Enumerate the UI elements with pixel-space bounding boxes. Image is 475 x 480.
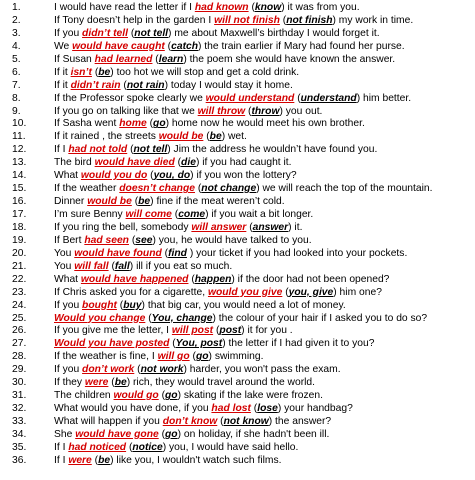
answer-text: would have gone: [75, 428, 159, 440]
line-number: 8.: [12, 92, 21, 104]
verb-hint: you, give: [288, 286, 334, 298]
exercise-line: [0, 80, 475, 93]
answer-text: home: [119, 118, 147, 130]
sentence-text: (: [128, 234, 136, 246]
sentence-text: If you: [54, 27, 83, 39]
line-number: 25.: [12, 312, 27, 324]
sentence-text: ) the answer?: [268, 416, 332, 427]
verb-hint: be: [98, 454, 111, 466]
sentence-text: (: [203, 131, 210, 143]
answer-text: had not told: [68, 144, 128, 156]
exercise-line: [0, 131, 475, 144]
exercise-line: [0, 28, 475, 41]
answer-text: would be: [87, 196, 132, 208]
answer-text: would go: [113, 390, 159, 402]
verb-hint: fall: [114, 260, 130, 272]
sentence-text: (: [146, 118, 154, 130]
verb-hint: not tell: [133, 144, 168, 156]
sentence-text: What would you have done, if you: [54, 403, 212, 415]
answer-text: Would you have posted: [54, 338, 170, 350]
sentence-text: ) harder, you won't pass the exam.: [183, 364, 341, 376]
sentence-text: (: [217, 416, 224, 427]
exercise-line: [0, 455, 475, 468]
verb-hint: come: [178, 209, 206, 220]
answer-text: bought: [82, 299, 117, 311]
sentence-text: (: [174, 157, 182, 169]
sentence-text: (: [126, 441, 133, 453]
sentence-text: If Susan: [54, 53, 95, 65]
sentence-text: If Tony doesn’t help in the garden I: [54, 14, 215, 26]
exercise-line: [0, 222, 475, 235]
exercise-line: [0, 287, 475, 300]
sentence-text: (: [108, 260, 115, 272]
exercise-line: [0, 325, 475, 338]
sentence-text: She: [54, 428, 76, 440]
sentence-text: ) my work in time.: [332, 14, 414, 26]
answer-text: will not finish: [214, 14, 280, 26]
line-number: 36.: [12, 454, 27, 466]
sentence-text: What: [54, 273, 81, 285]
verb-hint: not rain: [126, 79, 165, 91]
sentence-text: (: [127, 144, 134, 156]
verb-hint: be: [138, 196, 151, 208]
sentence-text: The children: [54, 390, 114, 402]
answer-text: had seen: [84, 234, 129, 246]
line-number: 5.: [12, 53, 21, 65]
sentence-text: (: [91, 66, 99, 78]
sentence-text: I would have read the letter if I: [54, 2, 195, 13]
exercise-line: [0, 351, 475, 364]
verb-hint: go: [165, 390, 178, 402]
answer-text: had learned: [94, 53, 153, 65]
sentence-text: If you ring the bell, somebody: [54, 221, 192, 233]
line-number: 23.: [12, 286, 27, 298]
sentence-text: ) it.: [288, 221, 303, 233]
sentence-text: ) me about Maxwell’s birthday I would forget it.: [168, 27, 380, 39]
sentence-text: (: [131, 196, 139, 208]
exercise-line: [0, 209, 475, 222]
exercise-line: [0, 429, 475, 442]
sentence-text: ) skating if the lake were frozen.: [177, 390, 323, 402]
line-number: 19.: [12, 234, 27, 246]
sentence-text: ) like you, I wouldn't watch such films.: [110, 454, 282, 466]
sentence-text: If Sasha went: [54, 118, 120, 130]
sentence-text: ) the poem she would have known the answer.: [183, 53, 396, 65]
sentence-text: ) if you wait a bit longer.: [205, 209, 314, 220]
verb-hint: be: [209, 131, 222, 143]
answer-text: would you do: [80, 170, 148, 182]
exercise-line: [0, 364, 475, 377]
sentence-text: If it: [54, 66, 71, 78]
sentence-text: If Bert: [54, 234, 85, 246]
sentence-text: If I: [54, 454, 69, 466]
sentence-text: (: [134, 364, 141, 376]
verb-hint: You, post: [175, 338, 223, 350]
sentence-text: ) your ticket if you had looked into your pockets.: [186, 247, 408, 259]
verb-hint: learn: [158, 53, 184, 65]
sentence-text: (: [294, 92, 301, 104]
verb-hint: go: [153, 118, 166, 130]
line-number: 32.: [12, 403, 27, 415]
exercise-line: [0, 390, 475, 403]
answer-text: would have happened: [80, 273, 189, 285]
line-number: 24.: [12, 299, 27, 311]
verb-hint: not change: [201, 183, 257, 195]
exercise-line: [0, 157, 475, 170]
verb-hint: see: [135, 234, 153, 246]
sentence-text: ) him better.: [356, 92, 412, 104]
sentence-text: I’m sure Benny: [54, 209, 126, 220]
sentence-text: If they: [54, 377, 85, 389]
verb-hint: notice: [132, 441, 163, 453]
sentence-text: ) swimming.: [208, 351, 264, 363]
sentence-text: ) on holiday, if she hadn't been ill.: [177, 428, 330, 440]
verb-hint: go: [195, 351, 209, 363]
line-number: 17.: [12, 209, 27, 220]
exercise-line: [0, 235, 475, 248]
sentence-text: If it rained , the streets: [54, 131, 159, 143]
answer-text: didn’t tell: [82, 27, 128, 39]
line-number: 35.: [12, 441, 27, 453]
answer-text: don’t work: [82, 364, 135, 376]
verb-hint: understand: [300, 92, 357, 104]
line-number: 34.: [12, 428, 27, 440]
line-number: 27.: [12, 338, 27, 350]
line-number: 1.: [12, 2, 21, 13]
exercise-line: [0, 170, 475, 183]
exercise-line: [0, 15, 475, 28]
answer-text: would you give: [207, 286, 283, 298]
line-number: 21.: [12, 260, 27, 272]
line-number: 12.: [12, 144, 27, 156]
exercise-line: [0, 196, 475, 209]
sentence-text: The bird: [54, 157, 95, 169]
answer-text: will post: [171, 325, 214, 337]
sentence-text: ) you out.: [279, 105, 323, 117]
answer-text: had known: [194, 2, 249, 13]
exercise-line: [0, 183, 475, 196]
sentence-text: (: [246, 221, 253, 233]
verb-hint: be: [98, 66, 111, 78]
sentence-text: ) it for you .: [241, 325, 293, 337]
sentence-text: (: [158, 390, 166, 402]
sentence-text: If the weather: [54, 183, 120, 195]
verb-hint: happen: [194, 273, 232, 285]
answer-text: had noticed: [68, 441, 127, 453]
answer-text: would have found: [74, 247, 162, 259]
verb-hint: not know: [223, 416, 269, 427]
exercise-line: [0, 2, 475, 15]
exercise-line: [0, 93, 475, 106]
line-number: 28.: [12, 351, 27, 363]
sentence-text: (: [108, 377, 115, 389]
line-number: 10.: [12, 118, 27, 130]
sentence-text: (: [250, 403, 258, 415]
answer-text: were: [68, 454, 92, 466]
line-number: 3.: [12, 27, 21, 39]
answer-text: were: [84, 377, 109, 389]
sentence-text: ) the train earlier if Mary had found her purse.: [198, 40, 405, 52]
exercise-line: [0, 274, 475, 287]
verb-hint: post: [219, 325, 242, 337]
sentence-text: ) fine if the meat weren’t cold.: [150, 196, 285, 208]
answer-text: would understand: [205, 92, 295, 104]
sentence-text: (: [152, 53, 159, 65]
exercise-line: [0, 300, 475, 313]
line-number: 22.: [12, 273, 27, 285]
sentence-text: (: [188, 273, 195, 285]
sentence-text: ) ill if you eat so much.: [129, 260, 233, 272]
sentence-text: (: [279, 14, 287, 26]
sentence-text: What will happen if you: [54, 416, 163, 427]
sentence-text: ) if you won the lottery?: [190, 170, 297, 182]
exercise-line: [0, 118, 475, 131]
exercise-line: [0, 403, 475, 416]
sentence-text: ) you, he would have talked to you.: [152, 234, 312, 246]
line-number: 9.: [12, 105, 21, 117]
sentence-text: If you: [54, 299, 83, 311]
sentence-text: If the weather is fine, I: [54, 351, 158, 363]
verb-hint: find: [168, 247, 187, 259]
exercise-line: [0, 248, 475, 261]
sentence-text: ) that big car, you would need a lot of money.: [141, 299, 346, 311]
verb-hint: die: [181, 157, 196, 169]
sentence-text: ) today I would stay it home.: [164, 79, 293, 91]
sentence-text: ) it was from you.: [281, 2, 360, 13]
sentence-text: If you give me the letter, I: [54, 325, 172, 337]
sentence-text: ) wet.: [221, 131, 247, 143]
sentence-text: ) you, I would have said hello.: [162, 441, 299, 453]
sentence-text: If Chris asked you for a cigarette,: [54, 286, 208, 298]
verb-hint: be: [114, 377, 127, 389]
sentence-text: You: [54, 247, 75, 259]
sentence-text: (: [245, 105, 252, 117]
verb-hint: answer: [252, 221, 289, 233]
exercise-line: [0, 338, 475, 351]
sentence-text: If I: [54, 144, 69, 156]
sentence-text: (: [171, 209, 179, 220]
sentence-text: ) him one?: [333, 286, 382, 298]
answer-text: doesn’t change: [119, 183, 195, 195]
exercise-line: [0, 67, 475, 80]
exercise-line: [0, 54, 475, 67]
line-number: 4.: [12, 40, 21, 52]
verb-hint: catch: [171, 40, 199, 52]
sentence-text: (: [213, 325, 220, 337]
verb-hint: throw: [251, 105, 280, 117]
sentence-text: (: [116, 299, 124, 311]
line-number: 26.: [12, 325, 27, 337]
sentence-text: (: [164, 40, 172, 52]
sentence-text: (: [189, 351, 196, 363]
exercise-line: [0, 377, 475, 390]
sentence-text: (: [145, 312, 152, 324]
line-number: 16.: [12, 196, 27, 208]
answer-text: didn’t rain: [70, 79, 121, 91]
sentence-text: (: [120, 79, 127, 91]
answer-text: would have died: [94, 157, 175, 169]
sentence-text: If you: [54, 364, 83, 376]
line-number: 13.: [12, 157, 27, 169]
sentence-text: (: [158, 428, 166, 440]
sentence-text: ) rich, they would travel around the world.: [126, 377, 316, 389]
line-number: 6.: [12, 66, 21, 78]
line-number: 33.: [12, 416, 27, 427]
sentence-text: ) home now he would meet his own brother.: [165, 118, 365, 130]
sentence-text: Dinner: [54, 196, 88, 208]
answer-text: Would you change: [54, 312, 146, 324]
sentence-text: ) if the door had not been opened?: [231, 273, 390, 285]
line-number: 30.: [12, 377, 27, 389]
sentence-text: (: [194, 183, 202, 195]
answer-text: would have caught: [72, 40, 165, 52]
line-number: 20.: [12, 247, 27, 259]
sentence-text: If you go on talking like that we: [54, 105, 198, 117]
line-number: 14.: [12, 170, 27, 182]
sentence-text: If it: [54, 79, 71, 91]
sentence-text: (: [282, 286, 289, 298]
line-number: 11.: [12, 131, 26, 143]
answer-text: will answer: [191, 221, 247, 233]
sentence-text: ) the colour of your hair if I asked you to do so?: [212, 312, 428, 324]
sentence-text: ) Jim the address he wouldn’t have found you.: [167, 144, 378, 156]
sentence-text: ) if you had caught it.: [195, 157, 292, 169]
sentence-text: What: [54, 170, 81, 182]
sentence-text: If I: [54, 441, 69, 453]
sentence-text: (: [91, 454, 99, 466]
line-number: 15.: [12, 183, 27, 195]
sentence-text: You: [54, 260, 75, 272]
verb-hint: you, do: [153, 170, 191, 182]
sentence-text: ) too hot we will stop and get a cold drink.: [110, 66, 300, 78]
answer-text: had lost: [211, 403, 251, 415]
exercise-line: [0, 261, 475, 274]
exercise-line: [0, 416, 475, 429]
line-number: 2.: [12, 14, 21, 26]
line-number: 18.: [12, 221, 27, 233]
verb-hint: buy: [123, 299, 142, 311]
sentence-text: (: [248, 2, 255, 13]
verb-hint: not finish: [286, 14, 333, 26]
answer-text: isn’t: [70, 66, 92, 78]
sentence-text: ) your handbag?: [277, 403, 353, 415]
verb-hint: not work: [140, 364, 184, 376]
verb-hint: go: [165, 428, 178, 440]
line-number: 7.: [12, 79, 21, 91]
sentence-text: (: [147, 170, 154, 182]
sentence-text: (: [169, 338, 176, 350]
answer-text: will throw: [197, 105, 246, 117]
sentence-text: (: [161, 247, 169, 259]
answer-text: would be: [158, 131, 204, 143]
sentence-text: ) the letter if I had given it to you?: [222, 338, 375, 350]
verb-hint: lose: [257, 403, 278, 415]
answer-text: will go: [157, 351, 190, 363]
line-number: 31.: [12, 390, 27, 402]
sentence-text: (: [128, 27, 135, 39]
verb-hint: know: [254, 2, 282, 13]
answer-text: will fall: [74, 260, 109, 272]
verb-hint: You, change: [151, 312, 213, 324]
sentence-text: We: [54, 40, 73, 52]
exercise-line: [0, 313, 475, 326]
line-number: 29.: [12, 364, 27, 376]
exercise-line: [0, 442, 475, 455]
answer-text: don’t know: [162, 416, 218, 427]
sentence-text: If the Professor spoke clearly we: [54, 92, 206, 104]
sentence-text: ) we will reach the top of the mountain.: [256, 183, 433, 195]
answer-text: will come: [125, 209, 172, 220]
exercise-line: [0, 144, 475, 157]
exercise-line: [0, 41, 475, 54]
verb-hint: not tell: [134, 27, 169, 39]
exercise-line: [0, 106, 475, 119]
